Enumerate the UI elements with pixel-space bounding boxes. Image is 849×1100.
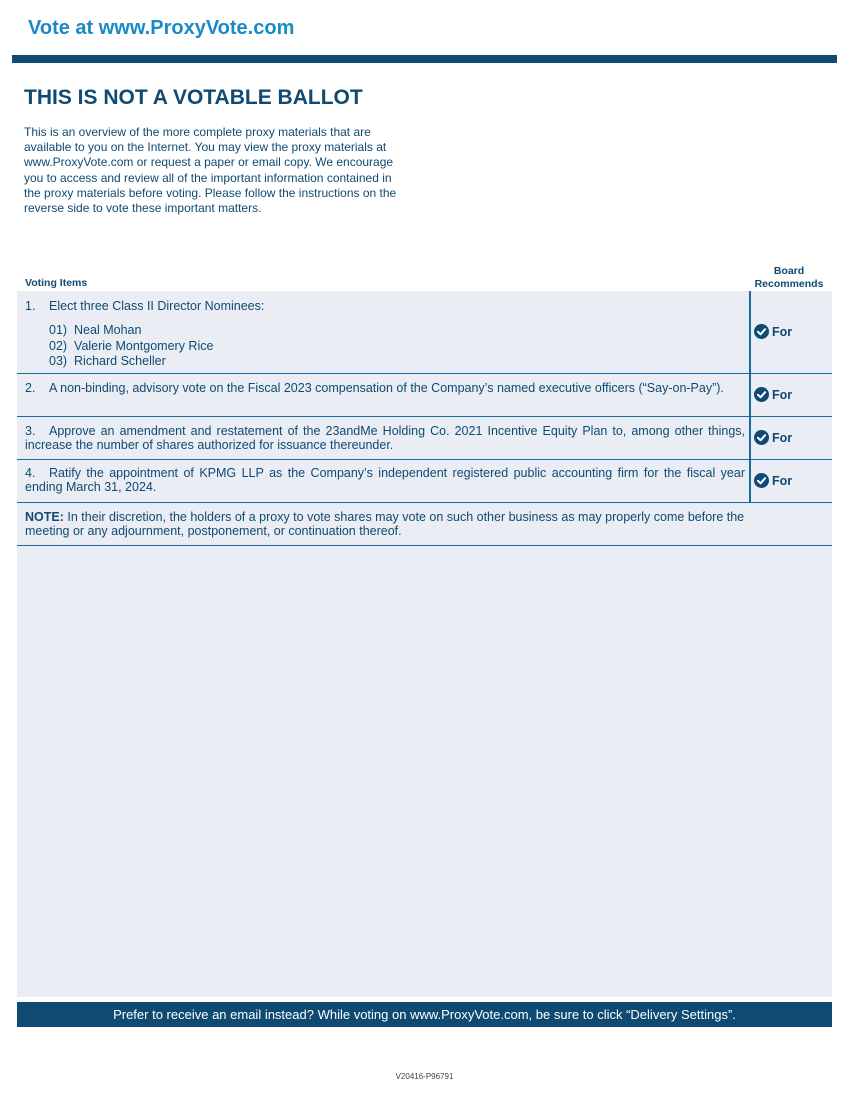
note-row (17, 503, 832, 546)
nominee-list (25, 323, 745, 370)
board-recommendation: For (754, 430, 792, 445)
nominee-item: 02) Valerie Montgomery Rice (49, 338, 214, 353)
column-header-board-recommends (749, 265, 829, 290)
column-divider (749, 460, 751, 502)
column-divider (749, 291, 751, 373)
voting-item-2 (17, 374, 832, 417)
voting-item-1 (17, 291, 832, 374)
check-circle-icon (754, 324, 769, 339)
check-circle-icon (754, 387, 769, 402)
voting-item-4 (17, 460, 832, 503)
voting-item-3 (17, 417, 832, 460)
nominee-item: 03) Richard Scheller (49, 354, 166, 368)
column-divider (749, 374, 751, 416)
board-recommendation: For (754, 387, 792, 402)
board-label: Board (773, 265, 805, 277)
header-divider (12, 55, 837, 63)
voting-item-text: 2. A non-binding, advisory vote on the Fiscal 2023 compensation of the Company’s named executive officers (“Say-on-Pay”). (25, 381, 724, 395)
proxyvote-link[interactable]: Vote at www.ProxyVote.com (28, 17, 295, 39)
voting-item-text: 3. Approve an amendment and restatement of the 23andMe Holding Co. 2021 Incentive Equity Plan to, among other things, increase the number of shares authorized for issuance thereunder. (25, 424, 745, 452)
page-title: THIS IS NOT A VOTABLE BALLOT (24, 86, 363, 109)
voting-item-text: 4. Ratify the appointment of KPMG LLP as the Company’s independent registered public accounting firm for the fiscal year ending March 31, 2024. (25, 466, 745, 494)
note-text: NOTE: In their discretion, the holders of a proxy to vote shares may vote on such other business as may properly come before the meeting or any adjournment, postponement, or continuation thereof. (25, 510, 745, 538)
check-circle-icon (754, 430, 769, 445)
voting-item-text: 1. Elect three Class II Director Nominees: 01) Neal Mohan 02) Valerie Montgomery Rice 03) Richard Scheller (25, 299, 745, 370)
board-recommendation: For (754, 324, 792, 339)
recommends-label: Recommends (754, 277, 824, 290)
delivery-settings-banner: Prefer to receive an email instead? While voting on www.ProxyVote.com, be sure to click “Delivery Settings”. (17, 1002, 832, 1027)
check-circle-icon (754, 473, 769, 488)
board-recommendation: For (754, 473, 792, 488)
column-header-voting-items: Voting Items (25, 277, 88, 289)
intro-paragraph: This is an overview of the more complete proxy materials that are available to you on the Internet. You may view the proxy materials at www.ProxyVote.com or request a paper or email copy. We encourage you to access and review all of the important information contained in the proxy materials before voting. Please follow the instructions on the reverse side to vote these important matters. (24, 125, 397, 216)
nominee-item: 01) Neal Mohan (49, 323, 142, 337)
column-divider (749, 417, 751, 459)
document-code: V20416-P96791 (395, 1072, 454, 1081)
